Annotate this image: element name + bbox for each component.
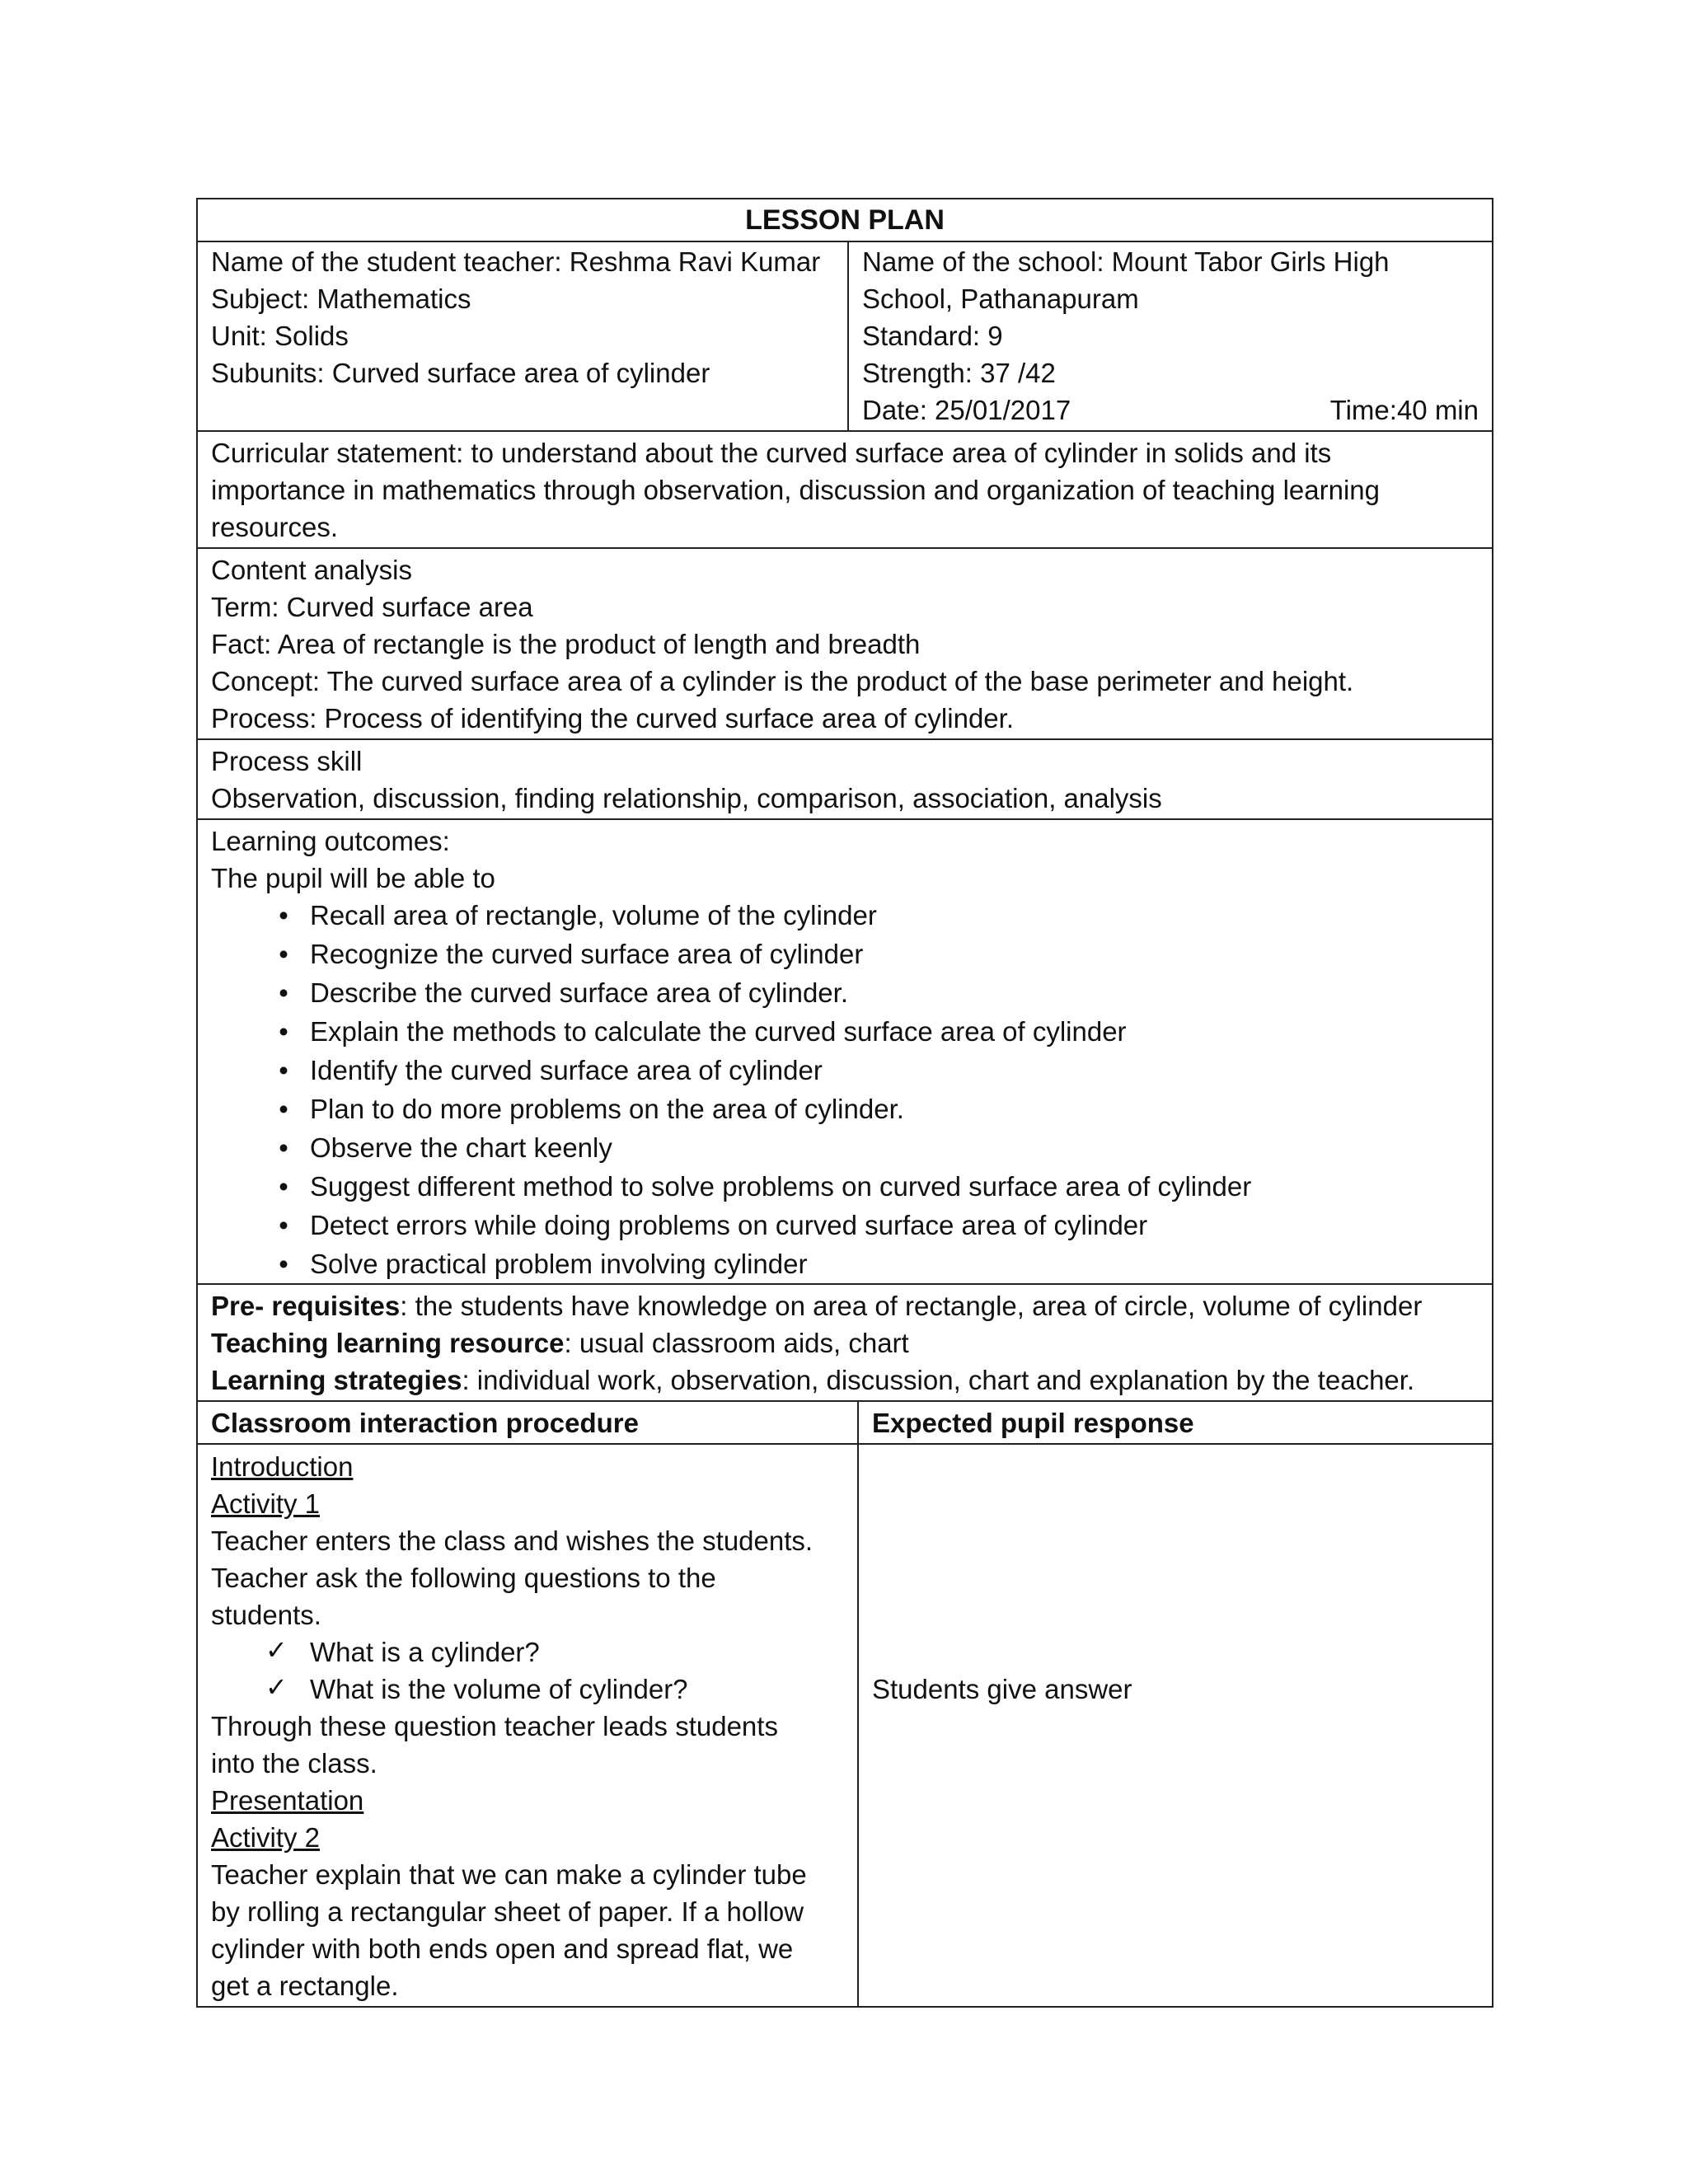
list-item: • Identify the curved surface area of cylinder [211,1052,1479,1090]
bullet-icon: • [279,1171,288,1202]
subunits: Subunits: Curved surface area of cylinder [211,358,710,388]
curricular-row [197,431,1493,548]
list-item: • Suggest different method to solve problems on curved surface area of cylinder [211,1168,1479,1207]
list-item: • Detect errors while doing problems on curved surface area of cylinder [211,1207,1479,1245]
bullet-icon: • [279,939,288,969]
info-row [197,241,1493,431]
outcomes-heading: Learning outcomes: [211,826,450,856]
content-concept: Concept: The curved surface area of a cylinder is the product of the base perimeter and height. [211,666,1354,696]
activity-1-line: students. [211,1600,321,1630]
content-term: Term: Curved surface area [211,592,533,622]
standard: Standard: 9 [862,321,1003,351]
response-column-header: Expected pupil response [858,1401,1493,1444]
bullet-icon: • [279,977,288,1008]
lesson-plan-page [196,198,1492,2008]
time: Time:40 min [1329,395,1479,425]
outcomes-list [211,897,1479,1282]
curricular-line: Curricular statement: to understand about the curved surface area of cylinder in solids and its [211,438,1332,468]
prerequisites-row [197,1284,1493,1401]
presentation-heading: Presentation [211,1785,364,1816]
bullet-icon: • [279,1016,288,1047]
content-row [197,548,1493,739]
response-spacer [872,1448,1479,1671]
content-analysis [197,548,1493,739]
curricular-line: importance in mathematics through observation, discussion and organization of teaching learning [211,475,1381,505]
content-fact: Fact: Area of rectangle is the product of length and breadth [211,629,921,659]
activity-2-line: get a rectangle. [211,1971,399,2001]
introduction-heading: Introduction [211,1451,354,1482]
list-item: • Recognize the curved surface area of cylinder [211,935,1479,974]
prerequisites-line: Pre- requisites: the students have knowledge on area of rectangle, area of circle, volume of cylinder [211,1291,1423,1321]
strategies-line: Learning strategies: individual work, observation, discussion, chart and explanation by the teacher. [211,1365,1415,1395]
activity-1-after-line: Through these question teacher leads students [211,1711,778,1741]
list-item: • Recall area of rectangle, volume of the cylinder [211,897,1479,935]
activity-2-heading: Activity 2 [211,1822,321,1853]
lesson-plan-table [196,198,1493,2008]
list-item: • Explain the methods to calculate the curved surface area of cylinder [211,1013,1479,1052]
activity-2-line: cylinder with both ends open and spread flat, we [211,1933,794,1964]
prerequisites [197,1284,1493,1401]
content-heading: Content analysis [211,555,412,585]
activity-1-after-line: into the class. [211,1748,377,1779]
activity-1-heading: Activity 1 [211,1488,321,1519]
unit: Unit: Solids [211,321,349,351]
bullet-icon: • [279,1249,288,1279]
date: Date: 25/01/2017 [862,395,1071,425]
activity-1-line: Teacher enters the class and wishes the students. [211,1526,814,1556]
activity-2-line: by rolling a rectangular sheet of paper. If a hollow [211,1896,804,1927]
question-item: ✓ What is the volume of cylinder? [211,1671,844,1708]
school-name-cont: School, Pathanapuram [862,284,1139,314]
process-skill-text: Observation, discussion, finding relationship, comparison, association, analysis [211,783,1162,813]
teacher-info-cell [197,241,848,431]
response-cell [858,1444,1493,2007]
bullet-icon: • [279,1210,288,1240]
activity-2-line: Teacher explain that we can make a cylinder tube [211,1859,807,1890]
process-skill [197,739,1493,819]
question-item: ✓ What is a cylinder? [211,1633,844,1671]
activity-1-line: Teacher ask the following questions to the [211,1563,716,1593]
expected-response: Students give answer [872,1674,1132,1704]
school-info-cell [848,241,1493,431]
curricular-line: resources. [211,512,339,542]
procedure-header-row [197,1401,1493,1444]
list-item: • Describe the curved surface area of cylinder. [211,974,1479,1013]
school-name: Name of the school: Mount Tabor Girls High [862,246,1390,277]
student-teacher-name: Name of the student teacher: Reshma Ravi Kumar [211,246,821,277]
bullet-icon: • [279,1094,288,1124]
content-process: Process: Process of identifying the curved surface area of cylinder. [211,703,1014,733]
bullet-icon: • [279,1055,288,1085]
outcomes-intro: The pupil will be able to [211,863,495,893]
procedure-column-header: Classroom interaction procedure [197,1401,858,1444]
bullet-icon: • [279,1132,288,1163]
list-item: • Plan to do more problems on the area of cylinder. [211,1090,1479,1129]
list-item: • Solve practical problem involving cylinder [211,1245,1479,1282]
lesson-plan-title: LESSON PLAN [197,199,1493,241]
bullet-icon: • [279,900,288,930]
procedure-cell [197,1444,858,2007]
strength: Strength: 37 /42 [862,358,1056,388]
process-skill-row [197,739,1493,819]
process-skill-heading: Process skill [211,746,363,776]
curricular-statement [197,431,1493,548]
outcomes-row [197,819,1493,1284]
checkmark-icon: ✓ [265,1634,288,1666]
title-row [197,199,1493,241]
date-time-line [862,391,1479,429]
subject: Subject: Mathematics [211,284,471,314]
resource-line: Teaching learning resource: usual classroom aids, chart [211,1328,909,1358]
learning-outcomes [197,819,1493,1284]
list-item: • Observe the chart keenly [211,1129,1479,1168]
checkmark-icon: ✓ [265,1671,288,1703]
procedure-row [197,1444,1493,2007]
